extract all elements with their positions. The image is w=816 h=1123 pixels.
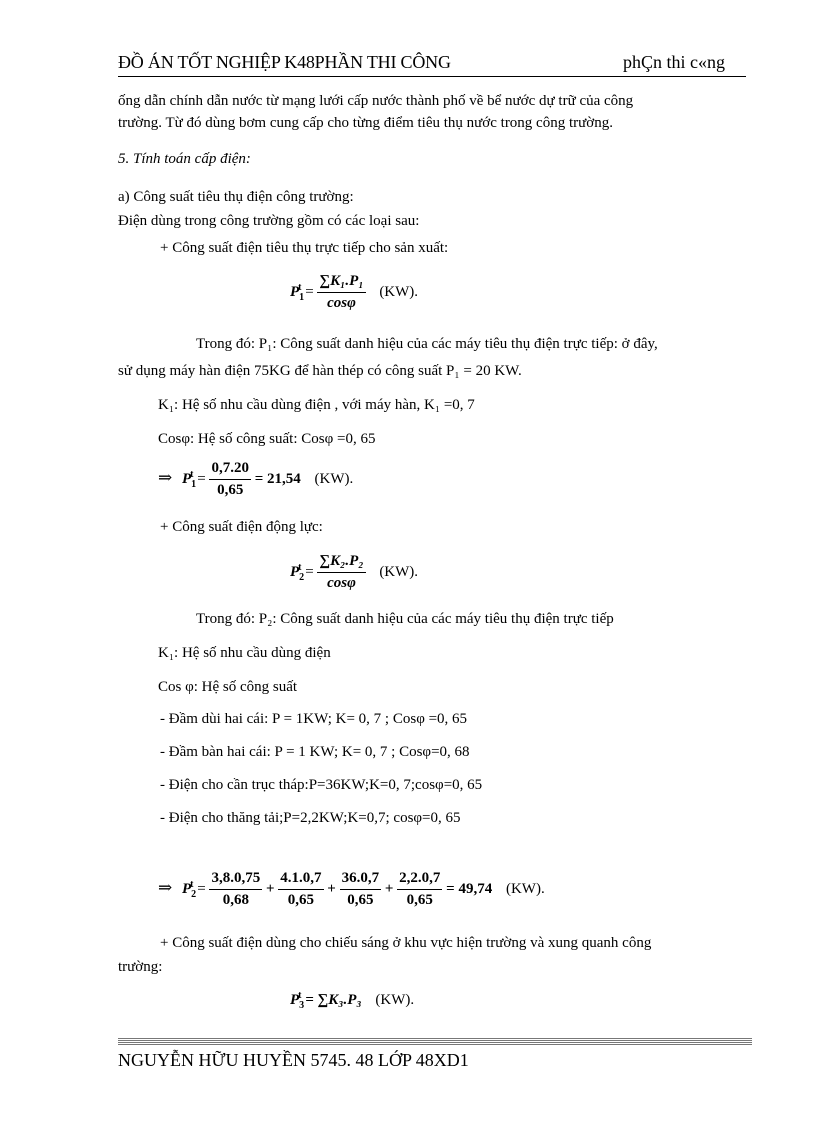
where-p2: Trong đó: P₂: Công suất danh hiệu của các máy tiêu thụ điện trực tiếp xyxy=(196,611,614,627)
section-title: 5. Tính toán cấp điện: xyxy=(118,151,251,167)
list-item: - Điện cho cần trục tháp:P=36KW;K=0, 7;cosφ=0, 65 xyxy=(160,777,483,793)
intro-text: Điện dùng trong công trường gồm có các loại sau: xyxy=(118,213,420,229)
formula-p3: $P_3^t = \sum K_3.P_3$ (KW). xyxy=(290,990,415,1011)
header-rule xyxy=(118,76,746,77)
footer-rule xyxy=(118,1042,752,1043)
formula-p2: $P_2^t$ = $\frac{\text{∑K₂.P₂}}{\cos\varphi}$ (KW). xyxy=(290,553,419,591)
formula-p1-lhs: P xyxy=(290,283,300,300)
formula-p1v-den: 0,65 xyxy=(217,482,244,498)
item-lighting-b: trường: xyxy=(118,959,163,975)
item-motor-power: + Công suất điện động lực: xyxy=(160,519,323,535)
body-line-2: trường. Từ đó dùng bơm cung cấp cho từng điểm tiêu thụ nước trong công trường. xyxy=(118,115,613,131)
footer-rule xyxy=(118,1044,752,1045)
subsection-a: a) Công suất tiêu thụ điện công trường: xyxy=(118,189,354,205)
formula-p1-value: ⇒ $P_1^t$ = $\frac{0,7.20}{0,65}$ = 21,54 (KW). xyxy=(158,460,354,498)
list-item: - Điện cho thăng tải;P=2,2KW;K=0,7; cosφ=0, 65 xyxy=(160,810,461,826)
formula-p1-den: cosφ xyxy=(327,295,356,311)
cos-line: Cosφ: Hệ số công suất: Cosφ =0, 65 xyxy=(158,431,376,447)
item-lighting-a: + Công suất điện dùng cho chiếu sáng ở khu vực hiện trường và xung quanh công xyxy=(160,935,652,951)
cos-line-2: Cos φ: Hệ số công suất xyxy=(158,679,298,695)
body-line-1: ống dẫn chính dẫn nước từ mạng lưới cấp nước thành phố về bể nước dự trữ của công xyxy=(118,93,634,109)
k1-line-2: K₁: Hệ số nhu cầu dùng điện xyxy=(158,645,331,661)
formula-p1: $P_1^t$ = $\frac{\text{∑K₁.P₁}}{\cos\varphi}$ (KW). xyxy=(290,273,419,311)
where-p1-b: sử dụng máy hàn điện 75KG để hàn thép có công suất P₁ = 20 KW. xyxy=(118,363,522,379)
list-item: - Đầm bàn hai cái: P = 1 KW; K= 0, 7 ; Cosφ=0, 68 xyxy=(160,744,470,760)
formula-p1v-result: = 21,54 xyxy=(254,470,301,487)
list-item: - Đầm dùi hai cái: P = 1KW; K= 0, 7 ; Cosφ =0, 65 xyxy=(160,711,468,727)
where-p1-a: Trong đó: P₁: Công suất danh hiệu của các máy tiêu thụ điện trực tiếp: ở đây, xyxy=(196,336,658,352)
header-section: phÇn thi c«ng xyxy=(623,52,725,72)
header-title: ĐỒ ÁN TỐT NGHIỆP K48PHẦN THI CÔNG xyxy=(118,52,451,72)
footer-rule xyxy=(118,1040,752,1041)
footer-rule xyxy=(118,1038,752,1039)
formula-p1-num: ∑K₁.P₁ xyxy=(317,273,365,293)
footer-author: NGUYỄN HỮU HUYỀN 5745. 48 LỚP 48XD1 xyxy=(118,1050,469,1070)
item-direct-power: + Công suất điện tiêu thụ trực tiếp cho sản xuất: xyxy=(160,240,449,256)
formula-p1-unit: (KW). xyxy=(379,283,419,300)
formula-p2-value: ⇒ $P_2^t$ = $\frac{3,8.0,75}{0,68}$ + $\frac{4.1.0,7}{0,65}$ + $\frac{36.0,7}{0,65}$ + $\frac{2,2.0,7}{0,65}$ = 49,74 (KW). xyxy=(158,870,545,908)
k1-line: K₁: Hệ số nhu cầu dùng điện , với máy hàn, K₁ =0, 7 xyxy=(158,397,475,413)
formula-p1v-num: 0,7.20 xyxy=(209,460,251,480)
